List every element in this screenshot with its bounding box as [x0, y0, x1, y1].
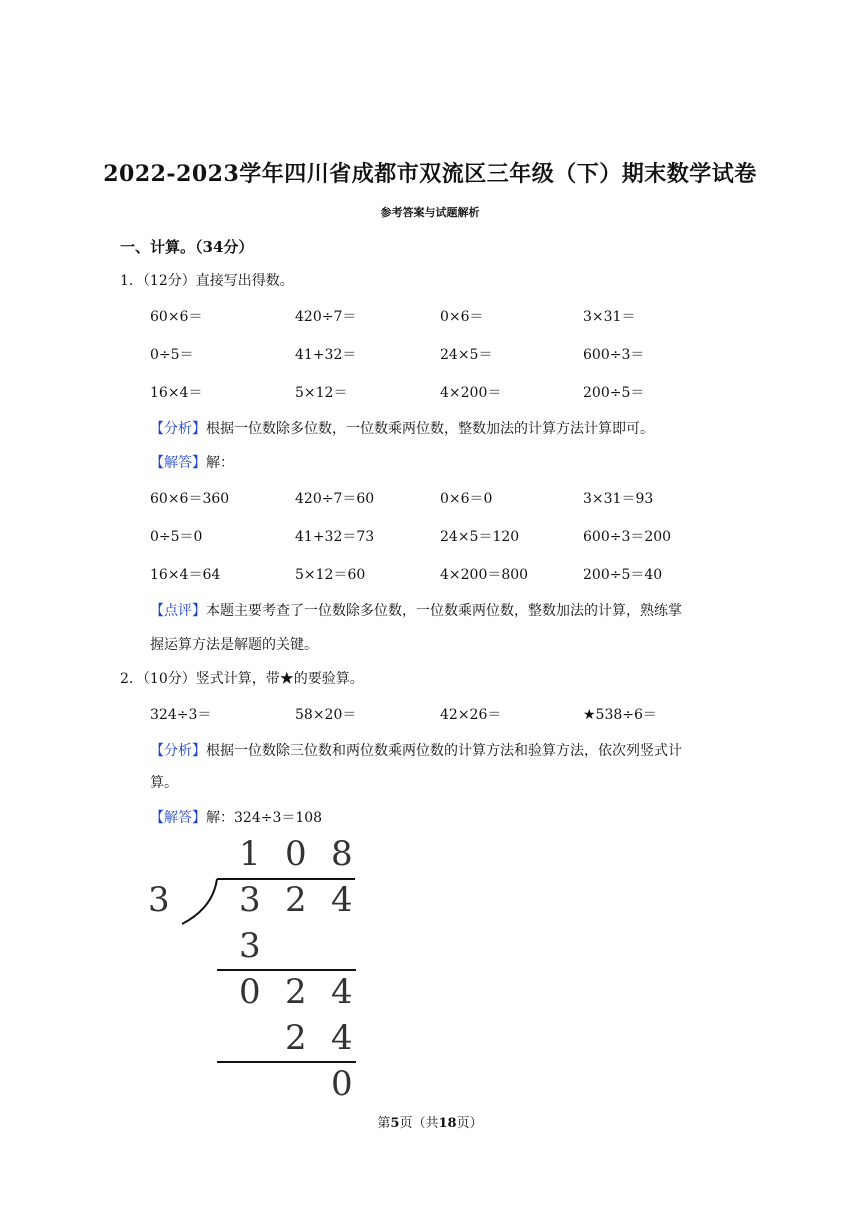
- page-title: 2022-2023学年四川省成都市双流区三年级（下）期末数学试卷: [103, 161, 757, 187]
- q1-item: 200÷5＝: [583, 385, 645, 401]
- step-digit: 4: [331, 1018, 353, 1058]
- q1-answer-item: 16×4＝64: [150, 567, 221, 583]
- step-digit: 3: [239, 926, 261, 966]
- quotient-digit: 1: [239, 834, 261, 874]
- q2-analysis-cont: 算。: [150, 775, 178, 791]
- comment-text: 本题主要考查了一位数除多位数，一位数乘两位数，整数加法的计算，熟练掌: [206, 603, 682, 619]
- q1-answer-item: 200÷5＝40: [583, 567, 663, 583]
- division-rule: [217, 1061, 356, 1063]
- q1-item: 41+32＝: [295, 347, 357, 363]
- q1-answer-item: 3×31＝93: [583, 491, 654, 507]
- footer-mid: 页（共: [399, 1116, 439, 1131]
- step-digit: 4: [331, 972, 353, 1012]
- q2-item: ★538÷6＝: [583, 707, 657, 723]
- q2-item: 42×26＝: [440, 707, 502, 723]
- page-total: 18: [438, 1116, 457, 1131]
- step-digit: 0: [239, 972, 261, 1012]
- q1-item: 420÷7＝: [295, 309, 357, 325]
- dividend-digit: 3: [239, 880, 261, 920]
- divisor: 3: [148, 880, 170, 920]
- quotient-digit: 0: [285, 834, 307, 874]
- analysis-tag: 【分析】: [150, 743, 206, 759]
- q2-item: 324÷3＝: [150, 707, 212, 723]
- dividend-digit: 4: [331, 880, 353, 920]
- answer-tag: 【解答】: [150, 455, 206, 471]
- comment-tag: 【点评】: [150, 603, 206, 619]
- q1-item: 0÷5＝: [150, 347, 194, 363]
- answer-text: 解：: [206, 455, 234, 471]
- q2-item: 58×20＝: [295, 707, 357, 723]
- q1-answer-item: 41+32＝73: [295, 529, 375, 545]
- step-digit: 2: [285, 972, 307, 1012]
- q1-comment-cont: 握运算方法是解题的关键。: [150, 637, 318, 653]
- question-2-prompt: 2．（10分）竖式计算，带★的要验算。: [120, 671, 364, 687]
- q1-answer-item: 420÷7＝60: [295, 491, 375, 507]
- page-number: 5: [390, 1116, 400, 1131]
- answer-tag: 【解答】: [150, 810, 206, 826]
- q1-item: 600÷3＝: [583, 347, 645, 363]
- q1-answer-item: 24×5＝120: [440, 529, 520, 545]
- q1-item: 60×6＝: [150, 309, 203, 325]
- analysis-text: 根据一位数除三位数和两位数乘两位数的计算方法和验算方法，依次列竖式计: [206, 743, 682, 759]
- q1-answer-item: 0÷5＝0: [150, 529, 203, 545]
- remainder: 0: [331, 1064, 353, 1104]
- q1-analysis: [150, 418, 654, 438]
- dividend-digit: 2: [285, 880, 307, 920]
- q1-answer-item: 5×12＝60: [295, 567, 366, 583]
- answer-text: 解：324÷3＝108: [206, 810, 323, 826]
- q1-item: 24×5＝: [440, 347, 493, 363]
- q1-item: 3×31＝: [583, 309, 636, 325]
- quotient-digit: 8: [331, 834, 353, 874]
- footer-suffix: 页）: [456, 1116, 483, 1131]
- page-footer: [0, 1112, 860, 1131]
- q1-answer-item: 0×6＝0: [440, 491, 493, 507]
- division-rule: [217, 969, 356, 971]
- question-1-prompt: 1．（12分）直接写出得数。: [120, 273, 294, 289]
- q2-analysis: [150, 740, 682, 760]
- q1-item: 16×4＝: [150, 385, 203, 401]
- q1-comment: [150, 600, 682, 620]
- q1-answer: [150, 452, 234, 472]
- q1-item: 4×200＝: [440, 385, 502, 401]
- q1-answer-item: 4×200＝800: [440, 567, 529, 583]
- q1-item: 0×6＝: [440, 309, 484, 325]
- q1-item: 5×12＝: [295, 385, 348, 401]
- q1-answer-item: 60×6＝360: [150, 491, 230, 507]
- q1-answer-item: 600÷3＝200: [583, 529, 672, 545]
- step-digit: 2: [285, 1018, 307, 1058]
- subtitle: 参考答案与试题解析: [380, 206, 480, 219]
- analysis-text: 根据一位数除多位数，一位数乘两位数，整数加法的计算方法计算即可。: [206, 421, 654, 437]
- footer-prefix: 第: [377, 1116, 391, 1131]
- analysis-tag: 【分析】: [150, 421, 206, 437]
- section-heading: 一、计算。（34分）: [120, 238, 254, 256]
- q2-answer: [150, 807, 322, 827]
